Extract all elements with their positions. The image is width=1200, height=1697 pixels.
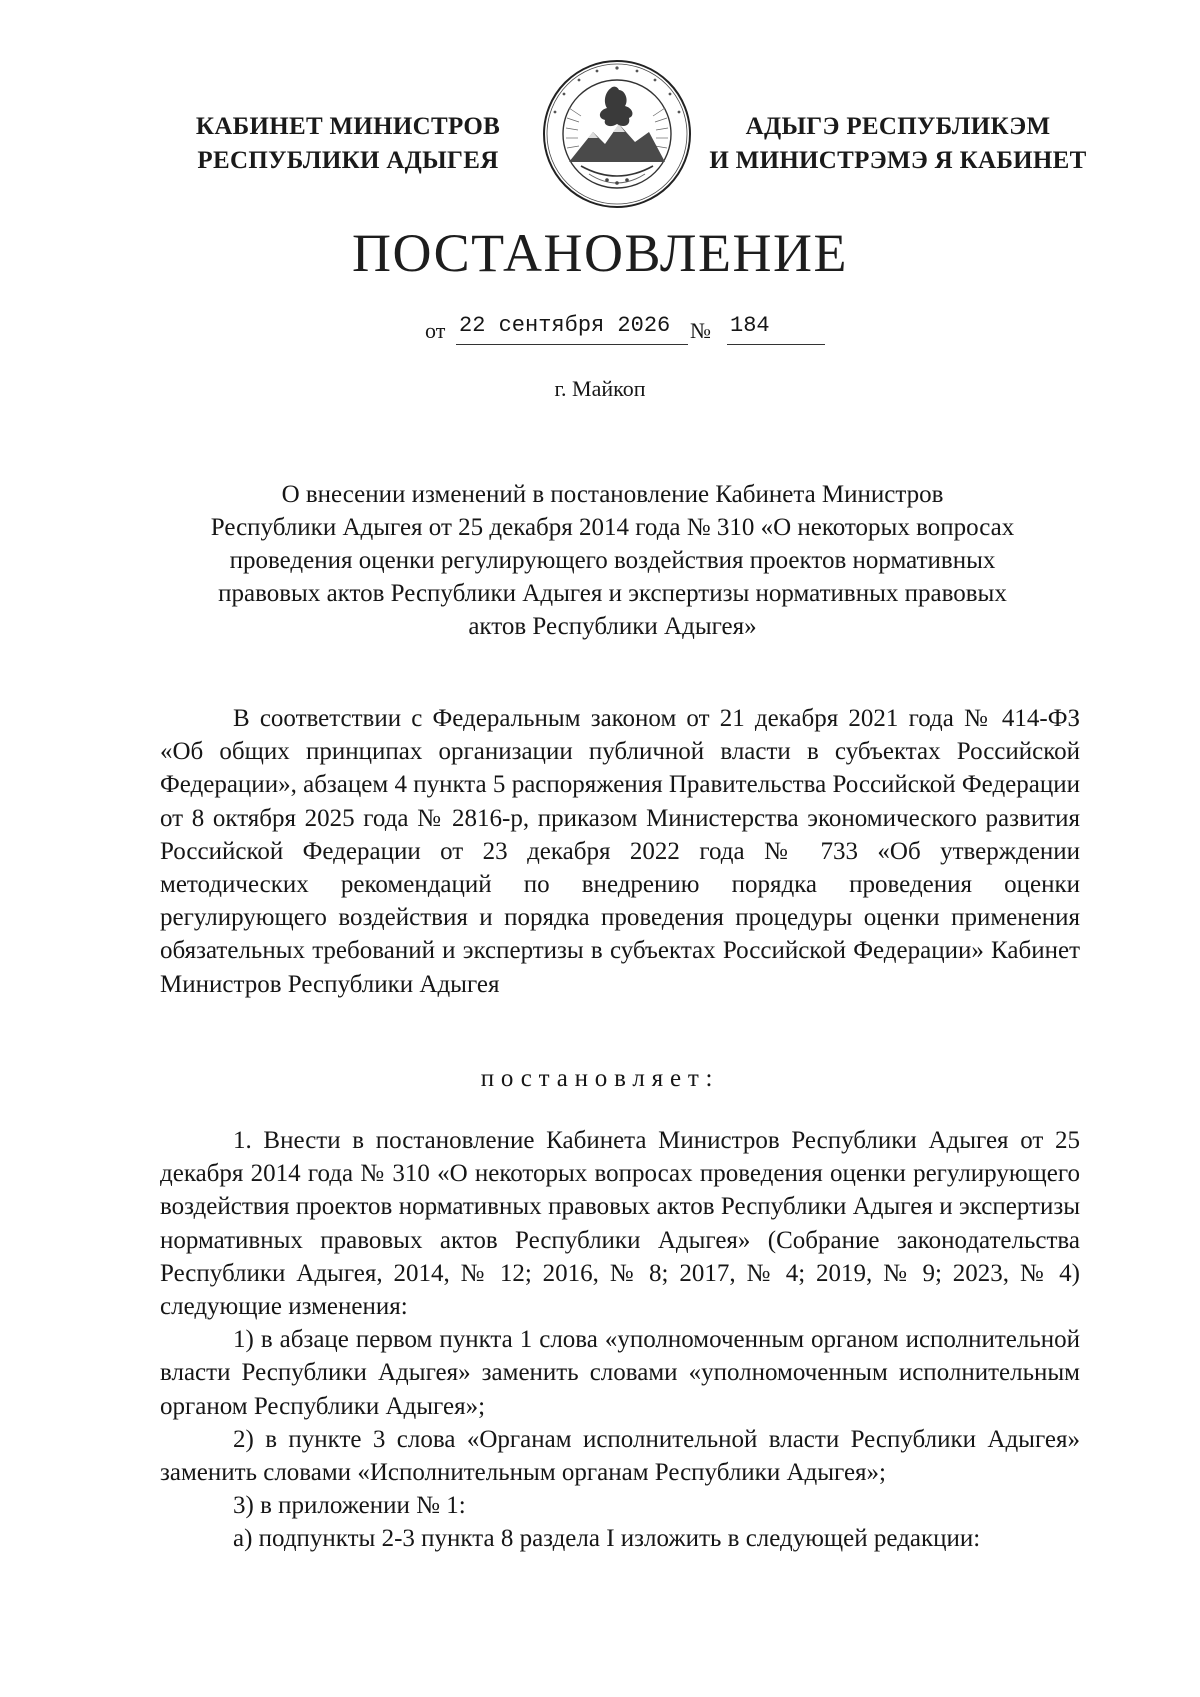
title-line: Республики Адыгея от 25 декабря 2014 года № 310 «О некоторых вопросах xyxy=(210,514,1015,541)
decree-items xyxy=(160,1124,1080,1556)
header-left-title xyxy=(188,110,508,178)
document-date: 22 сентября 2026 xyxy=(459,313,671,338)
title-line: О внесении изменений в постановление Кабинета Министров xyxy=(281,481,944,508)
header-left-line: КАБИНЕТ МИНИСТРОВ xyxy=(195,113,501,140)
header-left-line: РЕСПУБЛИКИ АДЫГЕЯ xyxy=(197,147,499,174)
number-underline xyxy=(727,344,825,345)
document-type: ПОСТАНОВЛЕНИЕ xyxy=(351,223,848,283)
preamble-paragraph: В соответствии с Федеральным законом от 21 декабря 2021 года № 414-ФЗ «Об общих принципах организации публичной власти в субъектах Российской Федерации», абзацем 4 пункта 5 распоряжения Правительства Российской Федерации от 8 октября 2025 года № 2816-р, приказом Министерства экономического развития Российской Федерации от 23 декабря 2022 года № 733 «Об утверждении методических рекомендаций по внедрению порядка проведения оценки регулирующего воздействия и порядка проведения процедуры оценки применения обязательных требований и экспертизы в субъектах Российской Федерации» Кабинет Министров Республики Адыгея xyxy=(160,705,1080,998)
document-title xyxy=(140,478,1085,643)
decree-item: а) подпункты 2-3 пункта 8 раздела I изложить в следующей редакции: xyxy=(233,1525,981,1553)
date-number-line xyxy=(0,310,1200,350)
title-line: правовых актов Республики Адыгея и экспертизы нормативных правовых xyxy=(218,580,1007,607)
title-line: проведения оценки регулирующего воздействия проектов нормативных xyxy=(229,547,996,574)
header-right-line: И МИНИСТРЭМЭ Я КАБИНЕТ xyxy=(709,147,1087,174)
decree-item: 1) в абзаце первом пункта 1 слова «уполномоченным органом исполнительной власти Республики Адыгея» заменить словами «уполномоченным исполнительным органом Республики Адыгея»; xyxy=(160,1326,1080,1420)
date-underline xyxy=(456,344,688,345)
header-right-title xyxy=(698,110,1098,178)
document-number: 184 xyxy=(730,313,770,338)
decree-word: постановляет: xyxy=(480,1065,720,1092)
decree-item: 1. Внести в постановление Кабинета Министров Республики Адыгея от 25 декабря 2014 года № 310 «О некоторых вопросах проведения оценки регулирующего воздействия проектов нормативных правовых актов Республики Адыгея и экспертизы нормативных правовых актов Республики Адыгея» (Собрание законодательства Республики Адыгея, 2014, № 12; 2016, № 8; 2017, № 4; 2019, № 9; 2023, № 4) следующие изменения: xyxy=(160,1127,1080,1321)
preamble-section xyxy=(160,702,1080,1001)
decree-item: 2) в пункте 3 слова «Органам исполнительной власти Республики Адыгея» заменить словами «Исполнительным органам Республики Адыгея»; xyxy=(160,1425,1080,1487)
document-city: г. Майкоп xyxy=(554,376,646,401)
number-prefix: № xyxy=(690,318,711,343)
title-line: актов Республики Адыгея» xyxy=(468,613,757,640)
date-prefix: от xyxy=(425,318,446,343)
coat-of-arms-adygea-icon xyxy=(541,58,693,210)
header-right-line: АДЫГЭ РЕСПУБЛИКЭМ xyxy=(745,113,1051,140)
decree-item: 3) в приложении № 1: xyxy=(233,1492,466,1520)
